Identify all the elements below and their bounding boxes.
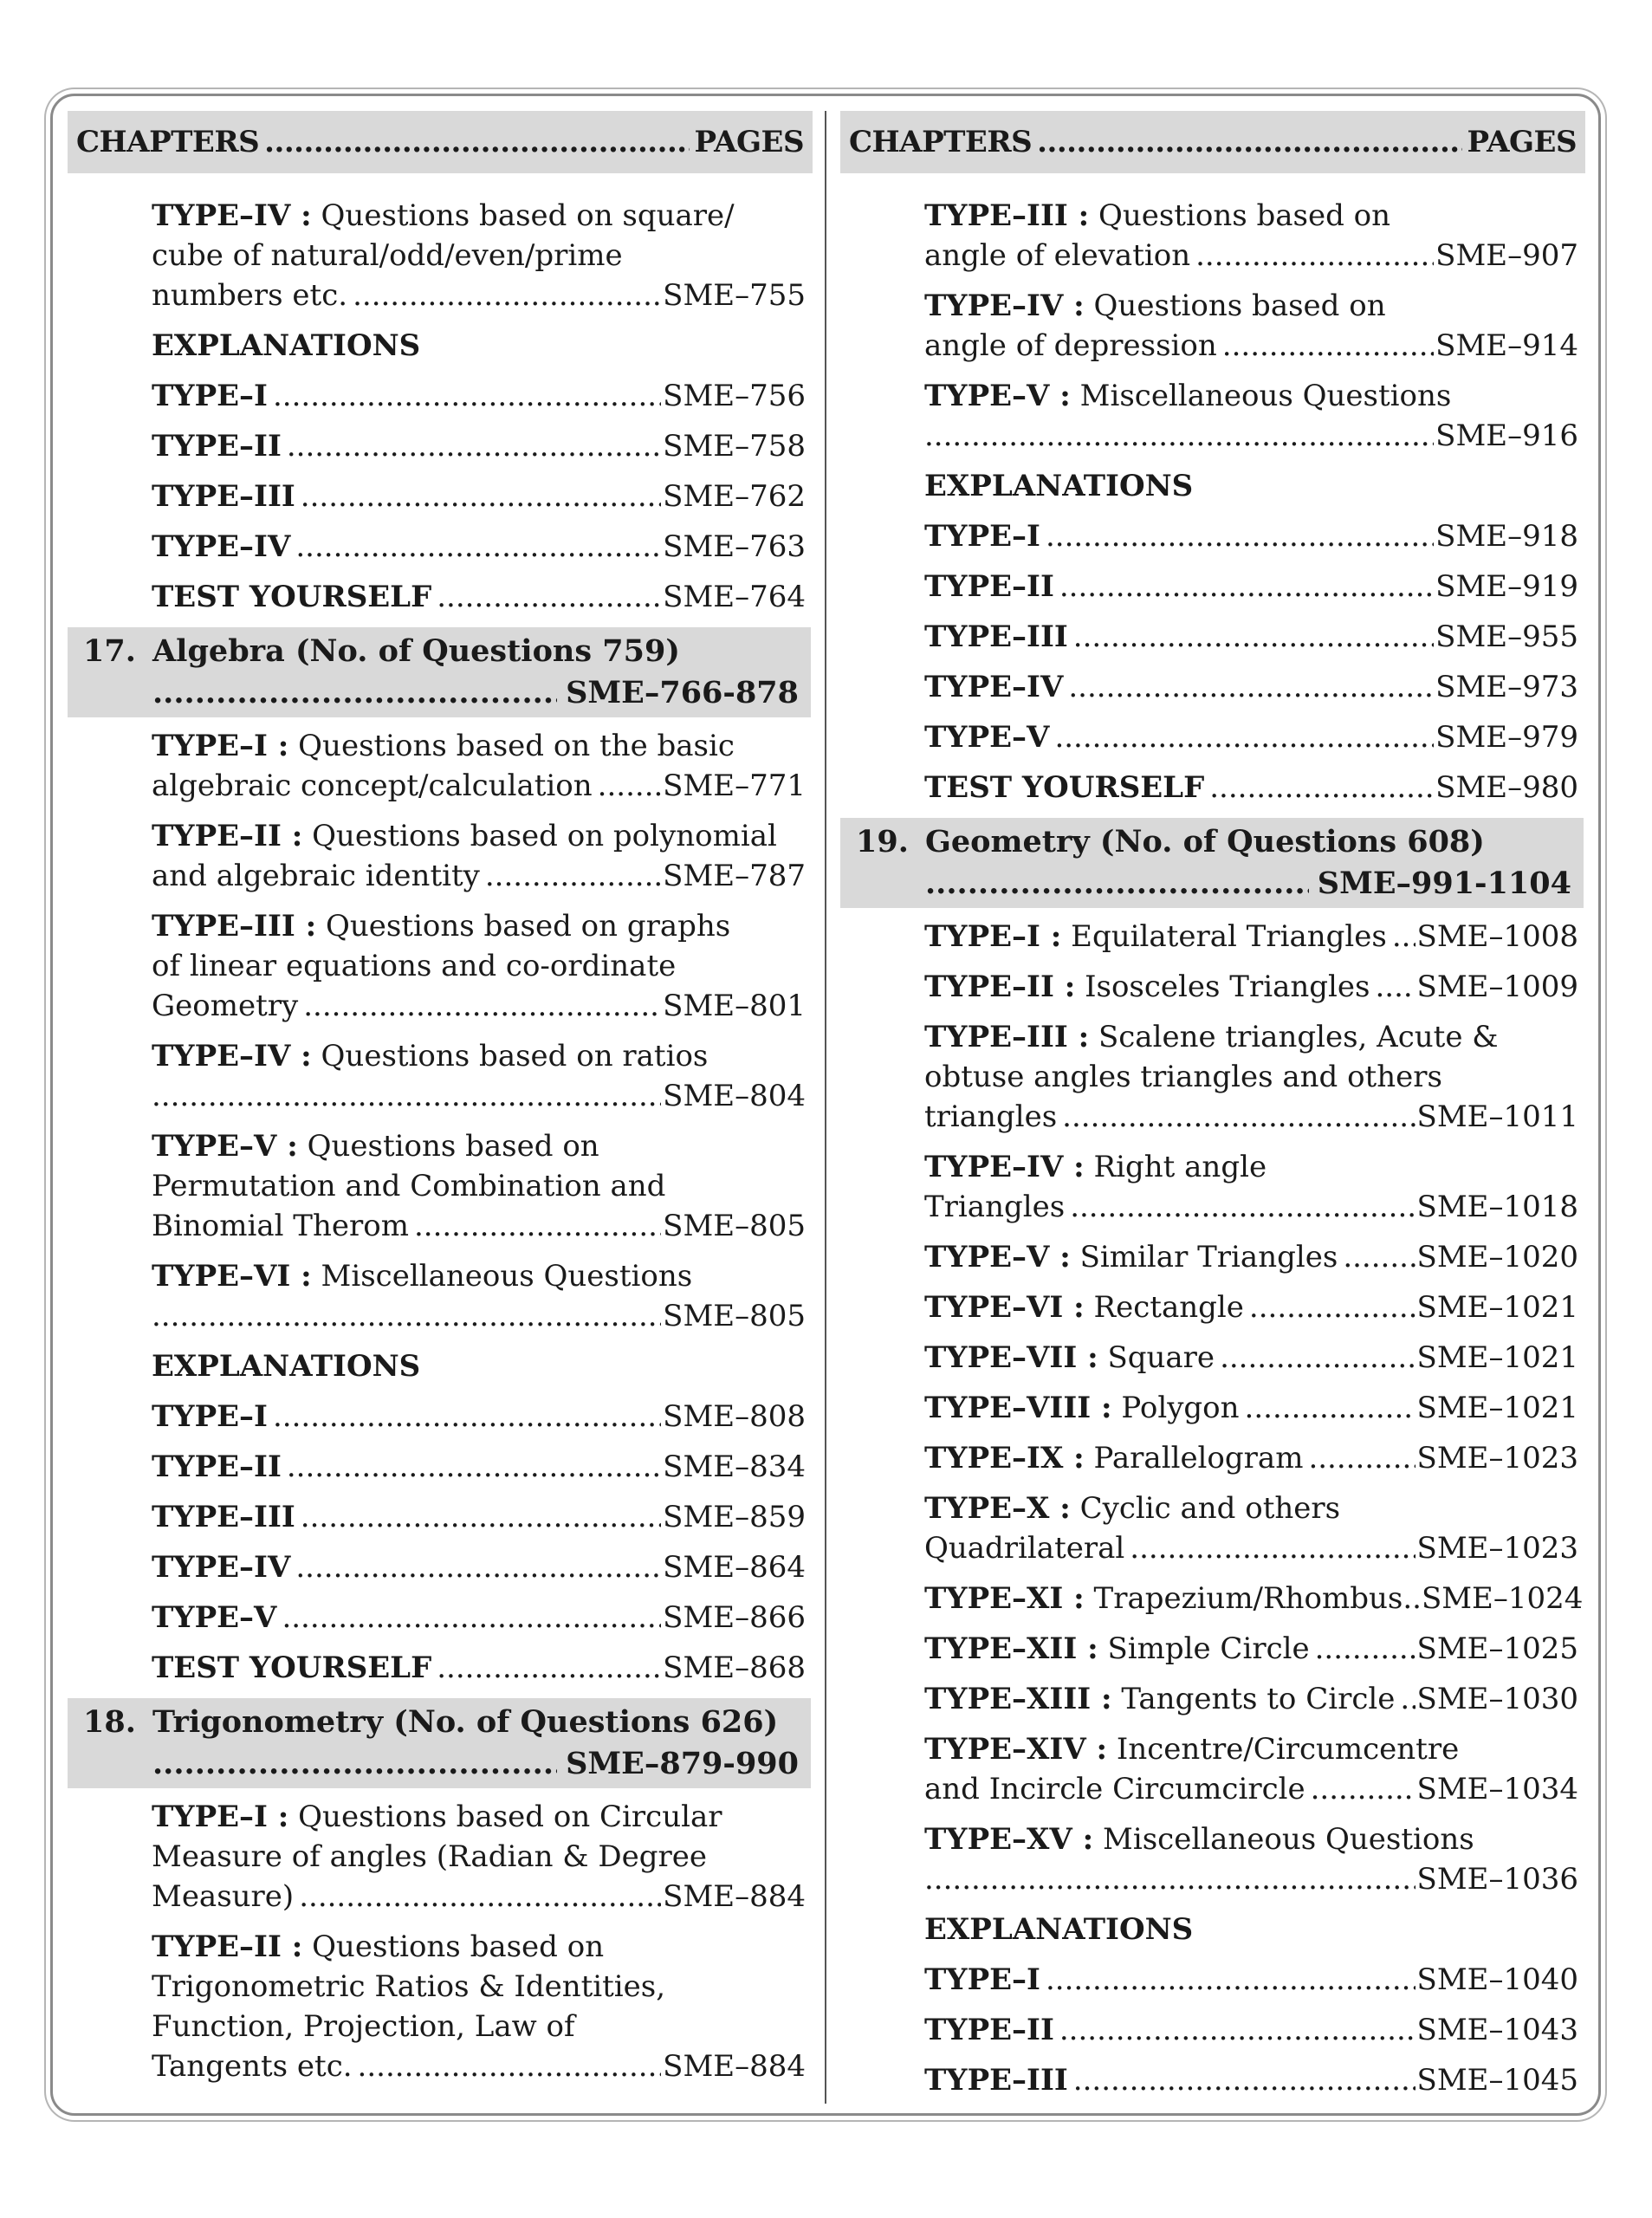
header-leader — [1037, 125, 1461, 159]
entry-text: triangles — [924, 1099, 1058, 1134]
page-number: SME–755 — [663, 278, 806, 313]
page-number: SME–1009 — [1416, 970, 1578, 1004]
entry-text: Simple Circle — [1107, 1631, 1310, 1666]
header-leader — [264, 125, 689, 159]
entry-label: TYPE–III — [152, 1500, 295, 1534]
entry-label: TYPE–IX : — [924, 1441, 1085, 1475]
page-number: SME–1011 — [1416, 1099, 1578, 1134]
entry-text: angle of depression — [924, 328, 1217, 363]
entry-label: TYPE–XIII : — [924, 1682, 1112, 1716]
entry-text: Miscellaneous Questions — [321, 1259, 693, 1294]
entry-text: Binomial Therom — [152, 1209, 409, 1243]
toc-entry[interactable] — [924, 1819, 1578, 1899]
toc-entry[interactable] — [924, 1388, 1578, 1428]
entry-text: Questions based on polynomial — [312, 819, 777, 853]
entry-text: Questions based on — [312, 1929, 605, 1964]
toc-entry[interactable] — [924, 516, 1578, 556]
toc-entry[interactable] — [924, 1147, 1578, 1227]
entry-text: Quadrilateral — [924, 1531, 1125, 1566]
entry-label: TYPE–IV : — [924, 289, 1085, 323]
entry-text: Rectangle — [1093, 1290, 1244, 1325]
entry-label: TYPE–II — [152, 429, 282, 464]
toc-entry[interactable] — [924, 1729, 1578, 1809]
entry-text: Measure of angles (Radian & Degree — [152, 1839, 708, 1874]
chapter-title: Algebra (No. of Questions 759) — [152, 633, 680, 669]
toc-entry[interactable] — [924, 1338, 1578, 1378]
chapter-number: 18. — [83, 1704, 136, 1740]
entry-text: Function, Projection, Law of — [152, 2009, 575, 2044]
page-number: SME–1023 — [1416, 1531, 1578, 1566]
page-number: SME–764 — [663, 580, 806, 614]
entry-label: TYPE–I — [152, 379, 268, 413]
page-number: SME–955 — [1435, 619, 1578, 654]
toc-entry[interactable] — [924, 1438, 1578, 1478]
entry-label: TYPE–II — [924, 2013, 1054, 2047]
entry-text: Tangents etc. — [152, 2049, 353, 2084]
entry-label: TEST YOURSELF — [152, 580, 432, 614]
toc-entry[interactable] — [152, 1547, 806, 1587]
toc-entry[interactable] — [924, 1679, 1578, 1719]
entry-label: TYPE–II — [924, 569, 1054, 604]
column-divider — [825, 111, 826, 2104]
entry-text: algebraic concept/calculation — [152, 769, 593, 803]
chapter-17-heading[interactable] — [68, 627, 811, 717]
toc-entry[interactable] — [924, 717, 1578, 757]
chapters-heading: CHAPTERS — [849, 125, 1033, 159]
entry-label: TYPE–II — [152, 1449, 282, 1484]
toc-entry[interactable] — [152, 527, 806, 567]
page-number: SME–868 — [663, 1651, 806, 1685]
entry-label: TYPE–III : — [924, 1020, 1090, 1054]
page-number: SME–756 — [663, 379, 806, 413]
toc-entry[interactable] — [152, 906, 806, 1026]
page-number: SME–1036 — [1416, 1862, 1578, 1897]
pages-heading: PAGES — [694, 125, 804, 159]
entry-text: Questions based on the basic — [298, 729, 735, 763]
entry-text: cube of natural/odd/even/prime — [152, 238, 623, 273]
entry-text: Parallelogram — [1093, 1441, 1304, 1475]
chapter-pages: SME–879-990 — [566, 1746, 799, 1781]
chapter-number: 19. — [856, 824, 909, 859]
page-number: SME–866 — [663, 1600, 806, 1635]
chapter-18-heading[interactable] — [68, 1698, 811, 1788]
toc-entry[interactable] — [924, 196, 1578, 276]
page-number: SME–1023 — [1416, 1441, 1578, 1475]
explanations-heading: EXPLANATIONS — [152, 1349, 421, 1384]
page-number: SME–1020 — [1416, 1240, 1578, 1274]
toc-entry[interactable] — [152, 1397, 806, 1437]
toc-entry[interactable] — [152, 477, 806, 516]
entry-label: TYPE–V : — [924, 379, 1071, 413]
page-number: SME–1021 — [1416, 1391, 1578, 1425]
page-number: SME–914 — [1435, 328, 1578, 363]
page-number: SME–758 — [663, 429, 806, 464]
explanations-heading: EXPLANATIONS — [152, 328, 421, 363]
entry-label: TYPE–II : — [152, 819, 303, 853]
toc-entry[interactable] — [924, 917, 1578, 957]
page-number: SME–918 — [1435, 519, 1578, 554]
page-number: SME–763 — [663, 529, 806, 564]
entry-label: TYPE–V — [924, 720, 1050, 755]
page-number: SME–980 — [1435, 770, 1578, 805]
left-column — [68, 111, 813, 2097]
entry-text: of linear equations and co-ordinate — [152, 949, 677, 983]
toc-entry[interactable] — [924, 1017, 1578, 1137]
column-header — [68, 111, 813, 173]
entry-label: TYPE–III : — [152, 909, 317, 944]
entry-text: and Incircle Circumcircle — [924, 1772, 1305, 1806]
toc-entry[interactable] — [924, 1579, 1584, 1618]
toc-entry[interactable] — [924, 967, 1578, 1007]
page-number: SME–1045 — [1416, 2063, 1578, 2098]
page-number: SME–771 — [663, 769, 806, 803]
entry-label: TEST YOURSELF — [924, 770, 1205, 805]
entry-label: TYPE–XIV : — [924, 1732, 1108, 1767]
entry-label: TYPE–XI : — [924, 1581, 1085, 1616]
entry-text: Similar Triangles — [1079, 1240, 1338, 1274]
page-number: SME–979 — [1435, 720, 1578, 755]
page-number: SME–1034 — [1416, 1772, 1578, 1806]
toc-entry[interactable] — [152, 577, 806, 617]
chapter-pages: SME–991-1104 — [1317, 866, 1571, 901]
entry-text: Questions based on — [1093, 289, 1386, 323]
toc-entry[interactable] — [152, 1497, 806, 1537]
entry-label: TYPE–IV — [152, 529, 291, 564]
chapter-19-heading[interactable] — [840, 818, 1584, 908]
entry-text: Cyclic and others — [1079, 1491, 1341, 1526]
page-number: SME–864 — [663, 1550, 806, 1585]
entry-label: TYPE–V — [152, 1600, 277, 1635]
chapters-heading: CHAPTERS — [76, 125, 260, 159]
entry-text: Geometry — [152, 989, 299, 1023]
entry-label: TYPE–XV : — [924, 1822, 1094, 1857]
chapter-title: Geometry (No. of Questions 608) — [925, 824, 1485, 859]
entry-label: TYPE–I — [924, 519, 1040, 554]
entry-text: Trigonometric Ratios & Identities, — [152, 1969, 666, 2004]
toc-entry[interactable] — [924, 1960, 1578, 2000]
entry-label: TYPE–XII : — [924, 1631, 1098, 1666]
page-number: SME–1021 — [1416, 1290, 1578, 1325]
page-number: SME–919 — [1435, 569, 1578, 604]
toc-entry[interactable] — [152, 1256, 806, 1336]
entry-label: TYPE–VI : — [924, 1290, 1085, 1325]
entry-label: TYPE–VII : — [924, 1340, 1098, 1375]
toc-entry[interactable] — [152, 426, 806, 466]
entry-label: TYPE–V : — [924, 1240, 1071, 1274]
page-number: SME–1008 — [1416, 919, 1578, 954]
entry-label: TYPE–I — [152, 1399, 268, 1434]
entry-label: TYPE–III — [924, 619, 1068, 654]
entry-text: Tangents to Circle — [1121, 1682, 1396, 1716]
entry-label: TYPE–I : — [924, 919, 1062, 954]
toc-entry[interactable] — [924, 768, 1578, 807]
entry-label: TYPE–II : — [152, 1929, 303, 1964]
entry-label: TYPE–IV : — [152, 198, 312, 233]
toc-entry[interactable] — [152, 1797, 806, 1916]
entry-label: TYPE–III : — [924, 198, 1090, 233]
toc-entry[interactable] — [924, 567, 1578, 606]
explanations-heading: EXPLANATIONS — [924, 1912, 1194, 1947]
toc-entry[interactable] — [924, 1629, 1578, 1669]
page-number: SME–808 — [663, 1399, 806, 1434]
entry-text: Miscellaneous Questions — [1103, 1822, 1474, 1857]
entry-label: TYPE–VIII : — [924, 1391, 1112, 1425]
entry-text: Polygon — [1121, 1391, 1240, 1425]
toc-entry[interactable] — [152, 1648, 806, 1688]
entry-label: TYPE–I : — [152, 1800, 289, 1834]
page-number: SME–973 — [1435, 670, 1578, 704]
page-number: SME–1030 — [1416, 1682, 1578, 1716]
entry-label: TYPE–II : — [924, 970, 1076, 1004]
toc-entry[interactable] — [152, 376, 806, 416]
chapter-title: Trigonometry (No. of Questions 626) — [152, 1704, 779, 1740]
entry-label: TYPE–I : — [152, 729, 289, 763]
toc-entry[interactable] — [152, 1036, 806, 1116]
toc-entry[interactable] — [152, 1447, 806, 1487]
toc-entry[interactable] — [924, 617, 1578, 657]
entry-text: Incentre/Circumcentre — [1116, 1732, 1460, 1767]
page-number: SME–805 — [663, 1209, 806, 1243]
entry-text: Isosceles Triangles — [1085, 970, 1370, 1004]
page-number: SME–884 — [663, 1879, 806, 1914]
entry-label: TYPE–IV : — [152, 1039, 312, 1073]
toc-entry[interactable] — [924, 1488, 1578, 1568]
toc-entry[interactable] — [924, 286, 1578, 366]
page-number: SME–787 — [663, 859, 806, 893]
entry-text: Questions based on Circular — [298, 1800, 722, 1834]
page-number: SME–804 — [663, 1079, 806, 1113]
entry-text: Questions based on ratios — [321, 1039, 709, 1073]
entry-label: TYPE–IV — [152, 1550, 291, 1585]
entry-text: Right angle — [1093, 1150, 1267, 1184]
toc-entry[interactable] — [152, 1927, 806, 2086]
entry-text: Miscellaneous Questions — [1079, 379, 1452, 413]
page-number: SME–834 — [663, 1449, 806, 1484]
entry-label: TEST YOURSELF — [152, 1651, 432, 1685]
entry-label: TYPE–IV : — [924, 1150, 1085, 1184]
toc-entry[interactable] — [152, 726, 806, 806]
toc-entry[interactable] — [152, 1126, 806, 1246]
page-number: SME–1018 — [1416, 1190, 1578, 1224]
entry-text: angle of elevation — [924, 238, 1191, 273]
page-number: SME–762 — [663, 479, 806, 514]
page-number: SME–1025 — [1416, 1631, 1578, 1666]
toc-entry[interactable] — [152, 1598, 806, 1638]
entry-text: Questions based on — [307, 1129, 599, 1164]
entry-text: Square — [1107, 1340, 1215, 1375]
entry-text: Triangles — [924, 1190, 1066, 1224]
entry-text: Measure) — [152, 1879, 295, 1914]
entry-text: Permutation and Combination and — [152, 1169, 666, 1203]
entry-label: TYPE–III — [152, 479, 295, 514]
chapter-pages: SME–766-878 — [566, 675, 799, 710]
page-number: SME–859 — [663, 1500, 806, 1534]
toc-entry[interactable] — [924, 2060, 1578, 2100]
toc-entry[interactable] — [152, 816, 806, 896]
entry-label: TYPE–I — [924, 1962, 1040, 1997]
entry-text: Scalene triangles, Acute & — [1098, 1020, 1499, 1054]
page-number: SME–907 — [1435, 238, 1578, 273]
chapter-number: 17. — [83, 633, 136, 669]
page-number: SME–916 — [1435, 418, 1578, 453]
entry-text: Equilateral Triangles — [1071, 919, 1387, 954]
entry-text: Questions based on square/ — [321, 198, 735, 233]
page-number: SME–1043 — [1416, 2013, 1578, 2047]
page-number: SME–801 — [663, 989, 806, 1023]
entry-text: obtuse angles triangles and others — [924, 1060, 1442, 1094]
toc-entry[interactable] — [924, 1237, 1578, 1277]
entry-text: Questions based on graphs — [325, 909, 731, 944]
page-number: SME–1040 — [1416, 1962, 1578, 1997]
entry-text: and algebraic identity — [152, 859, 480, 893]
toc-entry[interactable] — [152, 196, 806, 315]
page-number: SME–1021 — [1416, 1340, 1578, 1375]
page-number: SME–805 — [663, 1299, 806, 1333]
entry-label: TYPE–VI : — [152, 1259, 312, 1294]
entry-label: TYPE–X : — [924, 1491, 1071, 1526]
toc-entry[interactable] — [924, 2010, 1578, 2050]
toc-entry[interactable] — [924, 376, 1578, 456]
entry-text: Questions based on — [1098, 198, 1391, 233]
entry-label: TYPE–V : — [152, 1129, 298, 1164]
toc-entry[interactable] — [924, 1287, 1578, 1327]
explanations-heading: EXPLANATIONS — [924, 469, 1194, 503]
entry-label: TYPE–IV — [924, 670, 1064, 704]
toc-entry[interactable] — [924, 667, 1578, 707]
entry-text: numbers etc. — [152, 278, 348, 313]
pages-heading: PAGES — [1467, 125, 1577, 159]
page-number: SME–1024 — [1421, 1581, 1584, 1616]
entry-text: Trapezium/Rhombus.. — [1093, 1581, 1422, 1616]
page-number: SME–884 — [663, 2049, 806, 2084]
column-header — [840, 111, 1585, 173]
entry-label: TYPE–III — [924, 2063, 1068, 2098]
right-column — [840, 111, 1585, 2111]
